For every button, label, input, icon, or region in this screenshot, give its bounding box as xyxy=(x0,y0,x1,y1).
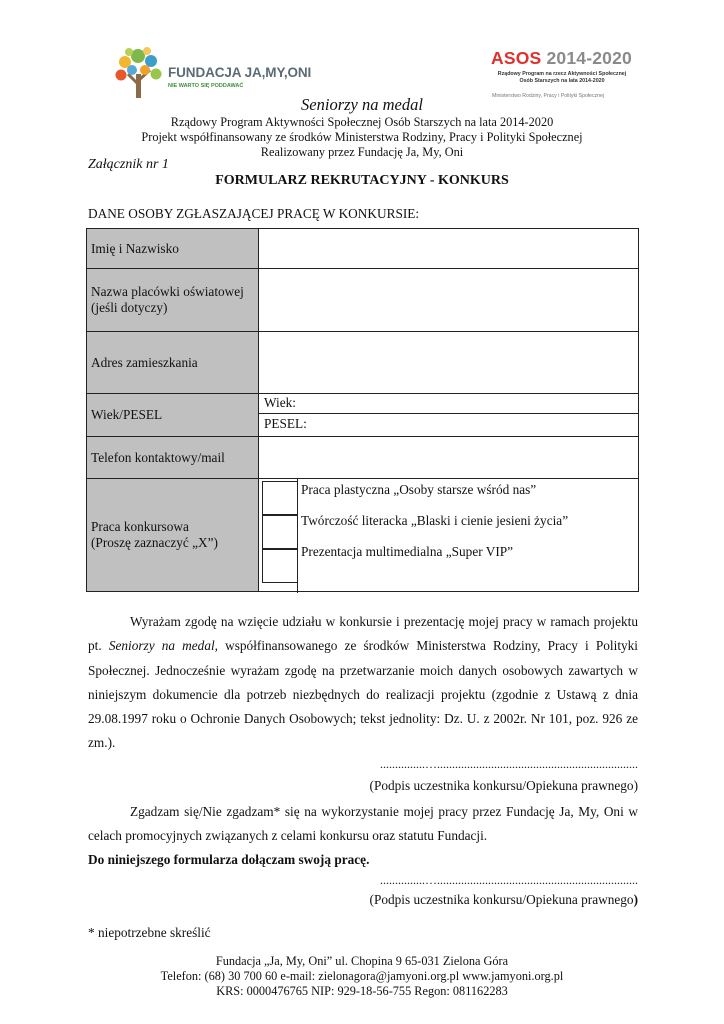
promo-consent-text: Zgadzam się/Nie zgadzam* się na wykorzystanie mojej pracy przez Fundację Ja, My, Oni w celach promocyjnych związanych z celami konkursu oraz statutu Fundacji. xyxy=(88,804,638,843)
name-label-text: Imię i Nazwisko xyxy=(91,240,179,256)
signature-line-1[interactable]: ...............…................................................................... xyxy=(380,757,638,771)
promo-consent-paragraph xyxy=(88,800,638,848)
program-line: Rządowy Program Aktywności Społecznej Osób Starszych na lata 2014-2020 xyxy=(170,115,554,129)
consent-paragraph xyxy=(88,610,638,756)
fundacja-logo xyxy=(112,44,312,100)
consent-text-b: współfinansowanego ze środków Ministerstwa Rodziny, Pracy i Polityki Społecznej. Jednocześnie wyrażam zgodę na przetwarzanie moich danych osobowych zawartych w niniejszym dokumencie dla potrzeb niezbędnych do realizacji projektu (zgodnie z Ustawą z dnia 29.08.1997 roku o Ochronie Danych Osobowych; tekst jednolity: Dz. U. z 2002r. Nr 101, poz. 926 ze zm.). xyxy=(88,638,638,751)
section-title: DANE OSOBY ZGŁASZAJĄCEJ PRACĘ W KONKURSIE: xyxy=(88,206,420,221)
asos-logo-years: 2014-2020 xyxy=(546,48,632,68)
option-multimedia: Prezentacja multimedialna „Super VIP” xyxy=(301,544,514,559)
asos-logo-subtitle xyxy=(492,71,632,84)
footnote: * niepotrzebne skreślić xyxy=(88,925,211,940)
fundacja-logo-tagline: NIE WARTO SIĘ PODDAWAĆ xyxy=(168,83,244,89)
option-literature: Twórczość literacka „Blaski i cienie jesieni życia” xyxy=(301,513,569,528)
form-title: FORMULARZ REKRUTACYJNY - KONKURS xyxy=(215,173,509,188)
asos-logo-subtitle-1: Rządowy Program na rzecz Aktywności Społecznej xyxy=(497,71,627,77)
work-type-label xyxy=(87,479,259,591)
name-label xyxy=(87,229,259,268)
phone-label-text: Telefon kontaktowy/mail xyxy=(91,449,225,465)
fundacja-logo-name: FUNDACJA JA,MY,ONI xyxy=(168,65,312,80)
school-label xyxy=(87,269,259,331)
signature-caption-2-paren: ) xyxy=(633,892,638,907)
phone-label xyxy=(87,437,259,478)
name-field[interactable] xyxy=(259,229,638,268)
signature-caption-2 xyxy=(370,892,638,908)
work-type-label-line1: Praca konkursowa xyxy=(91,519,189,534)
signature-caption-1: (Podpis uczestnika konkursu/Opiekuna prawnego) xyxy=(369,778,638,793)
school-label-text xyxy=(91,284,244,316)
tree-logo-icon xyxy=(112,44,166,100)
school-label-line1: Nazwa placówki oświatowej xyxy=(91,284,244,299)
pesel-field[interactable]: PESEL: xyxy=(264,416,307,431)
age-pesel-divider xyxy=(259,413,638,414)
age-pesel-label xyxy=(87,394,259,436)
signature-line-2[interactable]: ...............…................................................................... xyxy=(380,873,638,887)
recruitment-form-table xyxy=(86,228,639,592)
attachment-label: Załącznik nr 1 xyxy=(88,157,169,172)
school-label-line2: (jeśli dotyczy) xyxy=(91,300,168,315)
age-pesel-label-text: Wiek/PESEL xyxy=(91,407,163,422)
attach-work-statement xyxy=(88,848,638,872)
signature-caption-2-text: (Podpis uczestnika konkursu/Opiekuna prawnego xyxy=(369,892,634,907)
consent-project-name: Seniorzy na medal, xyxy=(108,638,218,654)
work-type-label-text xyxy=(91,519,218,551)
option-plastic-art: Praca plastyczna „Osoby starsze wśród nas” xyxy=(301,482,537,497)
checkbox-plastic-art[interactable] xyxy=(262,481,298,515)
attach-work-text: Do niniejszego formularza dołączam swoją pracę. xyxy=(88,852,370,867)
footer-address: Fundacja „Ja, My, Oni” ul. Chopina 9 65-031 Zielona Góra xyxy=(215,954,509,968)
address-label xyxy=(87,332,259,393)
asos-logo-ministry: Ministerstwo Rodziny, Pracy i Polityki Społecznej xyxy=(492,93,605,99)
school-field[interactable] xyxy=(259,269,638,331)
consent-text-a: Wyrażam zgodę na wzięcie udziału w konkursie i prezentację mojej pracy w ramach projektu pt. xyxy=(88,614,638,654)
phone-field[interactable] xyxy=(259,437,638,478)
asos-logo-acronym: ASOS xyxy=(491,48,542,68)
realized-by-line: Realizowany przez Fundację Ja, My, Oni xyxy=(260,145,464,159)
cofinance-line: Projekt współfinansowany ze środków Ministerstwa Rodziny, Pracy i Polityki Społecznej xyxy=(141,130,583,144)
footer-contact: Telefon: (68) 30 700 60 e-mail: zielonagora@jamyoni.org.pl www.jamyoni.org.pl xyxy=(160,969,564,983)
footer-registry: KRS: 0000476765 NIP: 929-18-56-755 Regon: 081162283 xyxy=(216,984,508,998)
address-label-text: Adres zamieszkania xyxy=(91,354,198,370)
address-field[interactable] xyxy=(259,332,638,393)
project-title: Seniorzy na medal xyxy=(301,95,423,114)
work-type-label-line2: (Proszę zaznaczyć „X”) xyxy=(91,535,218,550)
checkbox-literature[interactable] xyxy=(262,515,298,549)
age-field[interactable]: Wiek: xyxy=(264,395,296,410)
asos-logo-subtitle-2: Osób Starszych na lata 2014-2020 xyxy=(519,77,605,84)
checkbox-multimedia[interactable] xyxy=(262,549,298,583)
asos-logo-title xyxy=(491,48,632,69)
